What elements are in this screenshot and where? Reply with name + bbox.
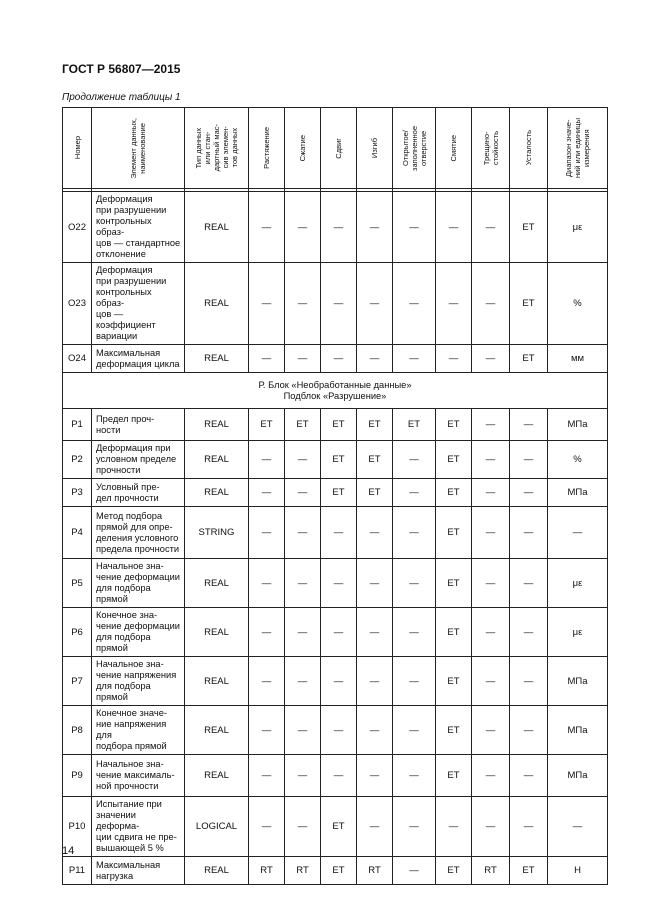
column-header-label: Усталость <box>524 130 533 166</box>
row-value: — <box>285 479 321 507</box>
row-value: ЕТ <box>436 559 472 608</box>
row-value: — <box>393 479 436 507</box>
row-value: — <box>510 657 548 706</box>
row-type: REAL <box>185 657 249 706</box>
row-value: — <box>285 797 321 857</box>
column-header <box>357 108 393 189</box>
row-value: ЕТ <box>321 441 357 479</box>
row-name: Конечное значе- ние напряжения для подбора прямой <box>92 706 185 755</box>
row-value: — <box>472 441 510 479</box>
row-unit: — <box>548 797 608 857</box>
column-header-label: Смятие <box>449 134 458 162</box>
column-header-label: Номер <box>72 136 82 160</box>
table-row <box>63 559 608 608</box>
row-value: — <box>510 706 548 755</box>
row-value: ЕТ <box>357 479 393 507</box>
row-name: Начальное зна- чение напряжения для подбора прямой <box>92 657 185 706</box>
row-value: ЕТ <box>436 755 472 797</box>
row-value: — <box>510 608 548 657</box>
row-value: — <box>321 608 357 657</box>
row-value: — <box>285 345 321 373</box>
row-value: — <box>436 263 472 345</box>
row-value: — <box>510 507 548 559</box>
table-row <box>63 441 608 479</box>
row-value: — <box>357 192 393 263</box>
row-value: — <box>249 755 285 797</box>
row-value: — <box>393 345 436 373</box>
column-header-label: Сжатие <box>298 134 307 162</box>
row-unit: % <box>548 441 608 479</box>
row-type: LOGICAL <box>185 797 249 857</box>
row-number: O24 <box>63 345 92 373</box>
column-header <box>285 108 321 189</box>
row-value: — <box>510 797 548 857</box>
row-number: P7 <box>63 657 92 706</box>
row-value: — <box>321 559 357 608</box>
row-type: REAL <box>185 192 249 263</box>
row-value: — <box>249 706 285 755</box>
row-value: ЕТ <box>357 441 393 479</box>
row-value: — <box>357 706 393 755</box>
column-header <box>63 108 92 189</box>
row-name: Испытание при значении деформа- ции сдвига не пре- вышающей 5 % <box>92 797 185 857</box>
row-number: P10 <box>63 797 92 857</box>
row-value: — <box>285 441 321 479</box>
row-value: RT <box>285 857 321 885</box>
row-value: — <box>357 263 393 345</box>
data-table <box>62 107 608 885</box>
row-value: — <box>321 192 357 263</box>
row-number: P6 <box>63 608 92 657</box>
row-number: P5 <box>63 559 92 608</box>
column-header-label: Открытое/ заполненное отверстие <box>400 125 428 171</box>
row-value: ЕТ <box>285 409 321 441</box>
row-value: ЕТ <box>321 857 357 885</box>
column-header <box>249 108 285 189</box>
row-type: REAL <box>185 857 249 885</box>
row-name: Метод подбора прямой для опре- деления условного предела прочности <box>92 507 185 559</box>
row-value: ЕТ <box>436 657 472 706</box>
row-value: RT <box>249 857 285 885</box>
row-value: — <box>285 755 321 797</box>
column-header <box>436 108 472 189</box>
row-value: — <box>393 857 436 885</box>
table-header-row <box>63 108 608 189</box>
row-value: ЕТ <box>510 857 548 885</box>
row-value: — <box>357 755 393 797</box>
row-type: REAL <box>185 345 249 373</box>
row-value: ЕТ <box>321 797 357 857</box>
column-header-label: Трещино- стойкость <box>481 130 500 166</box>
row-value: ЕТ <box>357 409 393 441</box>
row-value: — <box>285 706 321 755</box>
row-value: — <box>472 706 510 755</box>
table-row <box>63 857 608 885</box>
page-number: 14 <box>62 845 75 857</box>
row-value: — <box>436 345 472 373</box>
row-unit: % <box>548 263 608 345</box>
column-header-label: Тип данных или стан- дартный мас- сив элемен- тов данных <box>194 124 239 172</box>
row-value: ЕТ <box>510 192 548 263</box>
column-header-label: Растяжение <box>262 127 271 169</box>
row-type: REAL <box>185 409 249 441</box>
row-unit: МПа <box>548 755 608 797</box>
row-value: — <box>249 479 285 507</box>
table-continuation-caption: Продолжение таблицы 1 <box>62 92 181 103</box>
row-value: — <box>510 479 548 507</box>
row-name: Деформация при разрушении контрольных образ- цов — стандартное отклонение <box>92 192 185 263</box>
row-value: ЕТ <box>393 409 436 441</box>
row-unit: με <box>548 608 608 657</box>
table-row <box>63 479 608 507</box>
row-value: — <box>472 657 510 706</box>
row-value: — <box>285 263 321 345</box>
row-unit: МПа <box>548 479 608 507</box>
column-header <box>92 108 185 189</box>
row-value: — <box>393 755 436 797</box>
row-value: ЕТ <box>436 479 472 507</box>
row-name: Начальное зна- чение максималь- ной прочности <box>92 755 185 797</box>
row-value: — <box>393 441 436 479</box>
row-value: — <box>357 797 393 857</box>
row-value: — <box>357 559 393 608</box>
row-value: — <box>510 755 548 797</box>
row-number: P11 <box>63 857 92 885</box>
row-number: O23 <box>63 263 92 345</box>
row-value: ЕТ <box>249 409 285 441</box>
row-type: REAL <box>185 559 249 608</box>
row-number: P3 <box>63 479 92 507</box>
row-value: — <box>393 657 436 706</box>
row-value: — <box>249 657 285 706</box>
row-name: Максимальная нагрузка <box>92 857 185 885</box>
row-value: — <box>321 345 357 373</box>
row-type: REAL <box>185 441 249 479</box>
row-type: REAL <box>185 755 249 797</box>
row-unit: Н <box>548 857 608 885</box>
row-value: — <box>321 657 357 706</box>
row-number: O22 <box>63 192 92 263</box>
row-unit: МПа <box>548 657 608 706</box>
column-header-label: Изгиб <box>370 137 379 159</box>
row-type: REAL <box>185 263 249 345</box>
row-value: — <box>472 755 510 797</box>
table-row <box>63 263 608 345</box>
row-value: — <box>321 706 357 755</box>
row-number: P9 <box>63 755 92 797</box>
row-value: ЕТ <box>321 479 357 507</box>
table-row <box>63 755 608 797</box>
row-value: — <box>249 797 285 857</box>
row-value: ЕТ <box>436 706 472 755</box>
column-header-label: Элемент данных, наименование <box>129 117 147 179</box>
row-name: Максимальная деформация цикла <box>92 345 185 373</box>
document-title: ГОСТ Р 56807—2015 <box>62 62 181 76</box>
row-value: — <box>249 608 285 657</box>
column-header-label: Сдвиг <box>334 137 343 159</box>
column-header-label: Диапазон значе- ний или единицы измерения <box>564 117 591 179</box>
column-header <box>472 108 510 189</box>
row-number: P8 <box>63 706 92 755</box>
row-value: — <box>393 608 436 657</box>
row-value: — <box>321 263 357 345</box>
row-value: ЕТ <box>510 263 548 345</box>
row-value: — <box>285 559 321 608</box>
row-type: REAL <box>185 608 249 657</box>
row-value: — <box>285 507 321 559</box>
table-row <box>63 345 608 373</box>
row-value: — <box>393 797 436 857</box>
row-value: — <box>393 706 436 755</box>
row-value: — <box>436 192 472 263</box>
row-value: — <box>321 755 357 797</box>
row-value: — <box>393 507 436 559</box>
row-value: — <box>249 441 285 479</box>
row-type: STRING <box>185 507 249 559</box>
row-name: Конечное зна- чение деформации для подбора прямой <box>92 608 185 657</box>
row-value: — <box>321 507 357 559</box>
row-value: — <box>472 345 510 373</box>
row-value: ЕТ <box>436 409 472 441</box>
row-name: Деформация при разрушении контрольных образ- цов — коэффициент вариации <box>92 263 185 345</box>
row-value: — <box>249 559 285 608</box>
row-value: — <box>472 192 510 263</box>
row-value: — <box>249 507 285 559</box>
row-value: ЕТ <box>436 608 472 657</box>
row-value: — <box>472 263 510 345</box>
row-value: ЕТ <box>436 857 472 885</box>
table-row <box>63 608 608 657</box>
table-row <box>63 706 608 755</box>
row-name: Начальное зна- чение деформации для подбора прямой <box>92 559 185 608</box>
column-header <box>393 108 436 189</box>
row-value: — <box>393 263 436 345</box>
row-name: Условный пре- дел прочности <box>92 479 185 507</box>
row-unit: με <box>548 559 608 608</box>
section-heading: Р. Блок «Необработанные данные» Подблок «Разрушение» <box>63 373 608 409</box>
row-value: — <box>249 263 285 345</box>
row-value: — <box>357 345 393 373</box>
row-value: ЕТ <box>436 441 472 479</box>
row-value: — <box>393 192 436 263</box>
row-unit: — <box>548 507 608 559</box>
row-value: — <box>285 192 321 263</box>
row-value: — <box>472 507 510 559</box>
row-value: ЕТ <box>321 409 357 441</box>
row-value: — <box>249 345 285 373</box>
row-unit: мм <box>548 345 608 373</box>
row-value: — <box>393 559 436 608</box>
section-row <box>63 373 608 409</box>
row-value: — <box>472 409 510 441</box>
column-header <box>548 108 608 189</box>
row-value: — <box>249 192 285 263</box>
column-header <box>510 108 548 189</box>
row-value: — <box>357 507 393 559</box>
table-body <box>63 189 608 885</box>
row-value: — <box>436 797 472 857</box>
row-number: P2 <box>63 441 92 479</box>
column-header <box>185 108 249 189</box>
row-value: RT <box>472 857 510 885</box>
row-value: — <box>285 657 321 706</box>
row-value: — <box>472 559 510 608</box>
table-row <box>63 797 608 857</box>
row-value: — <box>510 409 548 441</box>
table-row <box>63 192 608 263</box>
row-unit: με <box>548 192 608 263</box>
row-unit: МПа <box>548 409 608 441</box>
table-row <box>63 409 608 441</box>
row-value: — <box>285 608 321 657</box>
row-value: ЕТ <box>510 345 548 373</box>
row-value: — <box>472 608 510 657</box>
row-unit: МПа <box>548 706 608 755</box>
row-value: — <box>472 797 510 857</box>
row-value: — <box>510 559 548 608</box>
table-row <box>63 657 608 706</box>
table-row <box>63 507 608 559</box>
row-name: Предел проч- ности <box>92 409 185 441</box>
row-value: — <box>357 657 393 706</box>
row-type: REAL <box>185 479 249 507</box>
row-value: ЕТ <box>436 507 472 559</box>
row-name: Деформация при условном пределе прочности <box>92 441 185 479</box>
row-type: REAL <box>185 706 249 755</box>
column-header <box>321 108 357 189</box>
row-value: RT <box>357 857 393 885</box>
row-value: — <box>510 441 548 479</box>
row-number: P4 <box>63 507 92 559</box>
row-number: P1 <box>63 409 92 441</box>
row-value: — <box>472 479 510 507</box>
row-value: — <box>357 608 393 657</box>
